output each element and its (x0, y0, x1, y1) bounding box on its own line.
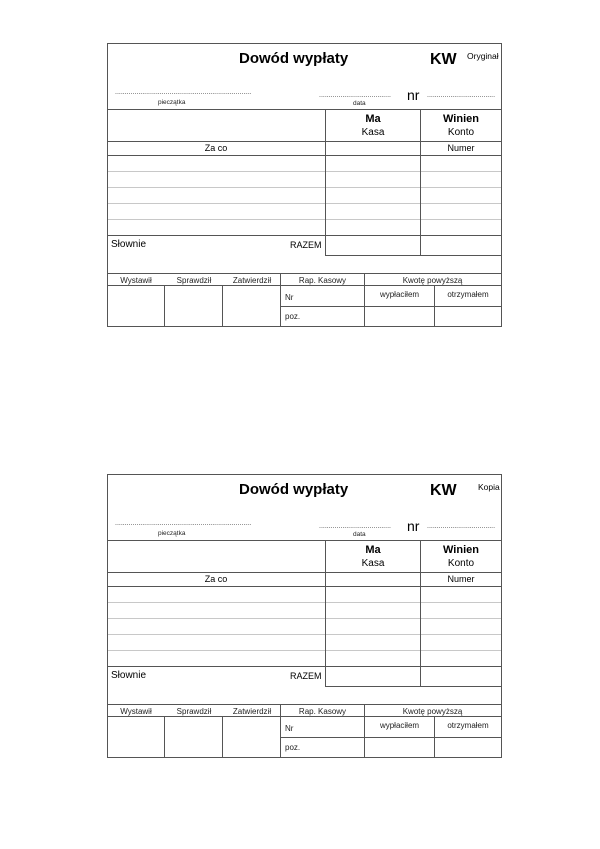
form-code: KW (430, 482, 457, 499)
stamp-label: pieczątka (158, 530, 186, 537)
slownie-label: Słownie (111, 239, 147, 250)
table-row[interactable] (108, 187, 501, 188)
nr-line[interactable]: ................................... (427, 92, 496, 99)
col-kasa: Kasa (361, 127, 385, 138)
kwote-label: Kwotę powyższą (402, 276, 463, 285)
numer-header: Numer (447, 143, 475, 153)
col-kasa: Kasa (361, 558, 385, 569)
rap-nr-label: Nr (285, 293, 294, 302)
rap-nr-label: Nr (285, 724, 294, 733)
razem-label: RAZEM (290, 671, 322, 681)
payout-form-original (107, 43, 502, 327)
date-label: data (353, 100, 366, 107)
wyplacilem-label: wypłaciłem (379, 721, 420, 730)
table-row[interactable] (108, 618, 501, 619)
nr-label: nr (407, 87, 420, 103)
payout-form-copy (107, 474, 502, 758)
razem-label: RAZEM (290, 240, 322, 250)
wyplacilem-label: wypłaciłem (379, 290, 420, 299)
rap-poz-label: poz. (285, 743, 301, 752)
nr-line[interactable]: ................................... (427, 523, 496, 530)
form-title: Dowód wypłaty (239, 481, 349, 498)
copy-label: Oryginał (467, 51, 499, 61)
zatwierdzil-label: Zatwierdził (232, 276, 272, 285)
nr-label: nr (407, 518, 420, 534)
slownie-label: Słownie (111, 670, 147, 681)
wystawil-label: Wystawił (120, 707, 152, 716)
copy-label: Kopia (478, 482, 500, 492)
table-row[interactable] (108, 203, 501, 204)
kwote-label: Kwotę powyższą (402, 707, 463, 716)
col-konto: Konto (447, 127, 475, 138)
sprawdzil-label: Sprawdził (176, 707, 212, 716)
table-row[interactable] (108, 171, 501, 172)
table-row[interactable] (108, 634, 501, 635)
wystawil-label: Wystawił (120, 276, 152, 285)
table-row[interactable] (108, 602, 501, 603)
za-co-header: Za co (204, 143, 228, 153)
table-row[interactable] (108, 219, 501, 220)
otrzymalem-label: otrzymałem (447, 721, 489, 730)
numer-header: Numer (447, 574, 475, 584)
date-label: data (353, 531, 366, 538)
table-row[interactable] (108, 650, 501, 651)
col-ma: Ma (365, 544, 381, 556)
col-winien: Winien (443, 113, 479, 125)
form-code: KW (430, 51, 457, 68)
date-line[interactable]: ..................................... (319, 523, 391, 530)
stamp-line[interactable]: ...................................................................... (115, 89, 252, 96)
rap-poz-label: poz. (285, 312, 301, 321)
stamp-label: pieczątka (158, 99, 186, 106)
sprawdzil-label: Sprawdził (176, 276, 212, 285)
date-line[interactable]: ..................................... (319, 92, 391, 99)
rap-kasowy-label: Rap. Kasowy (298, 276, 347, 285)
za-co-header: Za co (204, 574, 228, 584)
col-ma: Ma (365, 113, 381, 125)
otrzymalem-label: otrzymałem (447, 290, 489, 299)
rap-kasowy-label: Rap. Kasowy (298, 707, 347, 716)
stamp-line[interactable]: ...................................................................... (115, 520, 252, 527)
col-konto: Konto (447, 558, 475, 569)
col-winien: Winien (443, 544, 479, 556)
zatwierdzil-label: Zatwierdził (232, 707, 272, 716)
form-title: Dowód wypłaty (239, 50, 349, 67)
